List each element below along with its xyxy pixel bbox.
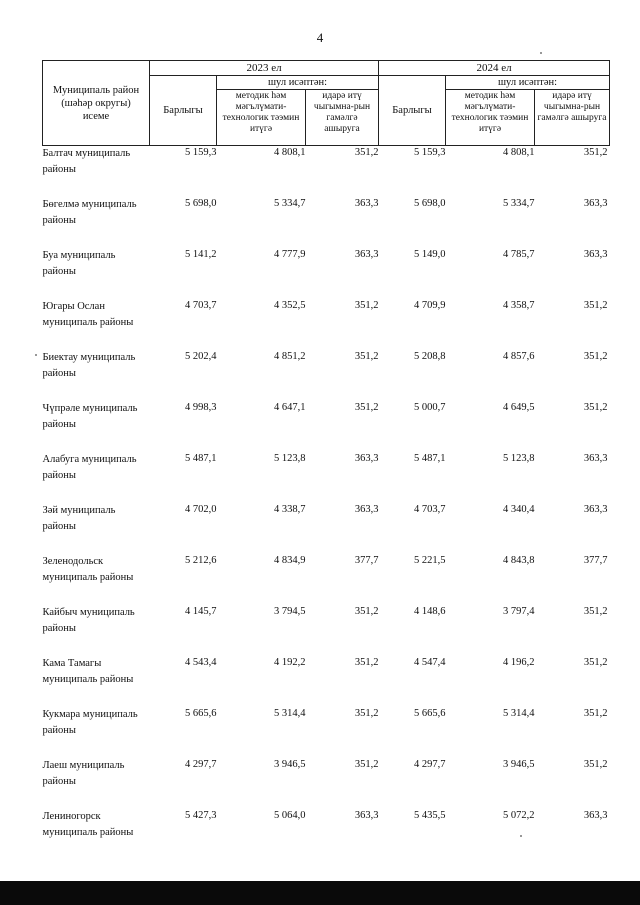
value-cell-m23: 4 647,1: [274, 402, 306, 413]
header-methodical-2024: методик һәм мәгълүмати-технологик тәэмин итүгә: [446, 90, 535, 146]
table-row: [43, 248, 610, 299]
value-cell-m24: 4 808,1: [503, 147, 535, 158]
value-cell-m23: 4 834,9: [274, 555, 306, 566]
value-cell-a23: 363,3: [354, 810, 379, 821]
value-cell-a24: 351,2: [583, 147, 608, 158]
municipality-name: Зәй муниципаль районы: [42, 505, 116, 532]
value-cell-t24: 5 159,3: [414, 147, 446, 158]
value-cell-m24: 3 797,4: [503, 606, 535, 617]
value-cell-t24: 5 000,7: [414, 402, 446, 413]
header-year-2023: 2023 ел: [150, 61, 379, 76]
municipality-name: Алабуга муниципаль районы: [42, 454, 137, 481]
header-total-2024: Барлыгы: [379, 76, 446, 146]
value-cell-a23: 351,2: [354, 147, 379, 158]
value-cell-m24: 4 649,5: [503, 402, 535, 413]
value-cell-a24: 351,2: [583, 657, 608, 668]
value-cell-a24: 351,2: [583, 708, 608, 719]
value-cell-m24: 4 785,7: [503, 249, 535, 260]
value-cell-m24: 5 072,2: [503, 810, 535, 821]
value-cell-a24: 351,2: [583, 606, 608, 617]
value-cell-m24: 5 334,7: [503, 198, 535, 209]
value-cell-a23: 363,3: [354, 453, 379, 464]
value-cell-m23: 4 338,7: [274, 504, 306, 515]
header-including-2024: шул исәптән:: [446, 76, 610, 90]
value-cell-m24: 4 843,8: [503, 555, 535, 566]
value-cell-t24: 5 665,6: [414, 708, 446, 719]
value-cell-t24: 5 487,1: [414, 453, 446, 464]
value-cell-t24: 5 435,5: [414, 810, 446, 821]
value-cell-t23: 5 487,1: [185, 453, 217, 464]
value-cell-t23: 5 159,3: [185, 147, 217, 158]
value-cell-t23: 5 427,3: [185, 810, 217, 821]
value-cell-m23: 4 192,2: [274, 657, 306, 668]
value-cell-t24: 4 703,7: [414, 504, 446, 515]
municipality-name: Кама Тамагы муниципаль районы: [42, 658, 134, 685]
value-cell-a24: 351,2: [583, 300, 608, 311]
value-cell-t23: 5 698,0: [185, 198, 217, 209]
value-cell-t23: 5 202,4: [185, 351, 217, 362]
value-cell-a23: 351,2: [354, 708, 379, 719]
value-cell-t24: 5 221,5: [414, 555, 446, 566]
table-row: [43, 299, 610, 350]
municipality-name: Лаеш муниципаль районы: [42, 760, 125, 787]
table-row: [43, 197, 610, 248]
scan-edge-bar: [0, 881, 640, 905]
value-cell-a24: 351,2: [583, 759, 608, 770]
table-row: [43, 605, 610, 656]
value-cell-t23: 4 543,4: [185, 657, 217, 668]
value-cell-a23: 363,3: [354, 198, 379, 209]
value-cell-t23: 4 703,7: [185, 300, 217, 311]
municipality-name: Бөгелмә муниципаль районы: [42, 199, 137, 226]
value-cell-t24: 4 297,7: [414, 759, 446, 770]
page-number: 4: [316, 30, 324, 45]
value-cell-m23: 3 946,5: [274, 759, 306, 770]
table-row: [43, 452, 610, 503]
value-cell-t23: 5 141,2: [185, 249, 217, 260]
value-cell-a24: 377,7: [583, 555, 608, 566]
value-cell-m23: 5 334,7: [274, 198, 306, 209]
header-admin-2024: идарә итү чыгымна-рын гамәлгә ашыруга: [535, 90, 610, 146]
header-methodical-2023: методик һәм мәгълүмати-технологик тәэмин итүгә: [217, 90, 306, 146]
table-row: [43, 503, 610, 554]
value-cell-a23: 351,2: [354, 606, 379, 617]
value-cell-a23: 351,2: [354, 351, 379, 362]
value-cell-m24: 4 196,2: [503, 657, 535, 668]
table-row: [43, 554, 610, 605]
municipality-name: Лениногорск муниципаль районы: [42, 811, 134, 838]
header-municipality: Муниципаль район (шәһәр округы) исеме: [43, 61, 150, 146]
municipality-name: Зеленодольск муниципаль районы: [42, 556, 134, 583]
header-including-2023: шул исәптән:: [217, 76, 379, 90]
value-cell-t24: 4 148,6: [414, 606, 446, 617]
table-row: [43, 656, 610, 707]
value-cell-m23: 4 851,2: [274, 351, 306, 362]
table-row: [43, 401, 610, 452]
value-cell-m24: 4 358,7: [503, 300, 535, 311]
value-cell-a24: 351,2: [583, 351, 608, 362]
table-row: [43, 758, 610, 809]
value-cell-a23: 377,7: [354, 555, 379, 566]
header-year-2024: 2024 ел: [379, 61, 610, 76]
municipality-name: Кукмара муниципаль районы: [42, 709, 138, 736]
table-row: [43, 350, 610, 401]
scan-speck: [35, 354, 37, 356]
value-cell-a24: 351,2: [583, 402, 608, 413]
value-cell-t24: 5 208,8: [414, 351, 446, 362]
value-cell-m24: 5 314,4: [503, 708, 535, 719]
value-cell-m23: 5 064,0: [274, 810, 306, 821]
value-cell-t23: 5 665,6: [185, 708, 217, 719]
value-cell-m24: 4 857,6: [503, 351, 535, 362]
value-cell-m23: 5 314,4: [274, 708, 306, 719]
value-cell-m24: 5 123,8: [503, 453, 535, 464]
value-cell-m23: 4 808,1: [274, 147, 306, 158]
municipality-name: Буа муниципаль районы: [42, 250, 116, 277]
value-cell-m23: 4 777,9: [274, 249, 306, 260]
table-row: [43, 809, 610, 860]
value-cell-t24: 4 547,4: [414, 657, 446, 668]
value-cell-a24: 363,3: [583, 453, 608, 464]
municipality-name: Югары Ослан муниципаль районы: [42, 301, 134, 328]
value-cell-t23: 4 998,3: [185, 402, 217, 413]
value-cell-t23: 5 212,6: [185, 555, 217, 566]
value-cell-t23: 4 145,7: [185, 606, 217, 617]
scan-speck: [520, 835, 522, 837]
value-cell-a23: 363,3: [354, 504, 379, 515]
value-cell-m24: 3 946,5: [503, 759, 535, 770]
municipality-name: Кайбыч муниципаль районы: [42, 607, 135, 634]
value-cell-a23: 351,2: [354, 402, 379, 413]
header-admin-2023: идарә итү чыгымна-рын гамәлгә ашыруга: [306, 90, 379, 146]
value-cell-t24: 5 149,0: [414, 249, 446, 260]
value-cell-a23: 351,2: [354, 759, 379, 770]
value-cell-t23: 4 297,7: [185, 759, 217, 770]
value-cell-t24: 4 709,9: [414, 300, 446, 311]
value-cell-t23: 4 702,0: [185, 504, 217, 515]
budget-table: [42, 60, 610, 860]
value-cell-m23: 4 352,5: [274, 300, 306, 311]
scan-speck: [540, 52, 542, 54]
value-cell-a24: 363,3: [583, 198, 608, 209]
value-cell-t24: 5 698,0: [414, 198, 446, 209]
value-cell-m23: 3 794,5: [274, 606, 306, 617]
municipality-name: Балтач муниципаль районы: [42, 148, 131, 175]
table-row: [43, 146, 610, 198]
value-cell-m24: 4 340,4: [503, 504, 535, 515]
value-cell-a24: 363,3: [583, 810, 608, 821]
value-cell-m23: 5 123,8: [274, 453, 306, 464]
value-cell-a24: 363,3: [583, 249, 608, 260]
value-cell-a23: 363,3: [354, 249, 379, 260]
header-total-2023: Барлыгы: [150, 76, 217, 146]
municipality-name: Чүпрәле муниципаль районы: [42, 403, 138, 430]
value-cell-a23: 351,2: [354, 657, 379, 668]
table-row: [43, 707, 610, 758]
municipality-name: Биектау муниципаль районы: [42, 352, 136, 379]
value-cell-a24: 363,3: [583, 504, 608, 515]
value-cell-a23: 351,2: [354, 300, 379, 311]
